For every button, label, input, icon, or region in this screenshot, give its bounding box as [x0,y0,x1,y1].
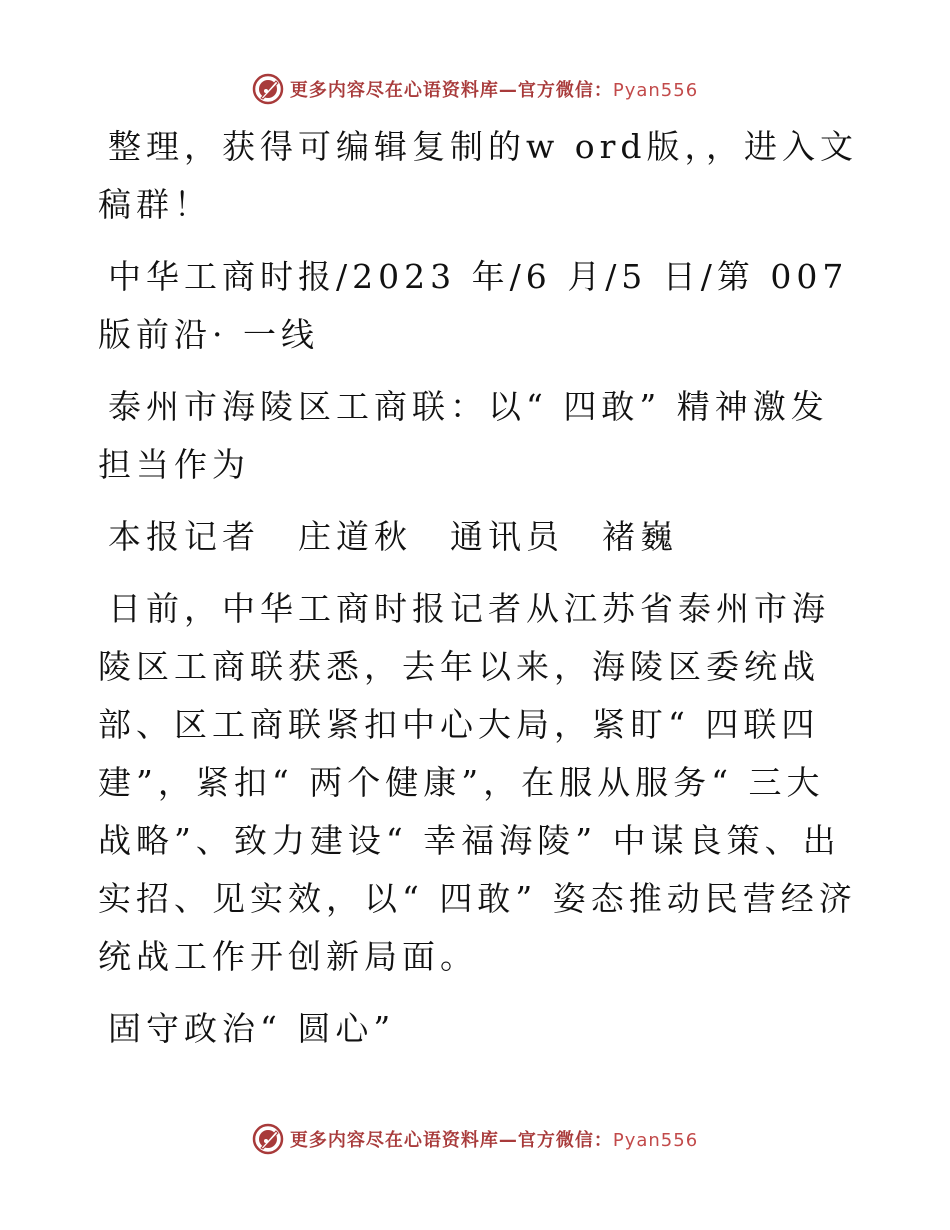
banner-wechat-id: Pyan556 [612,1130,699,1151]
quill-pen-circle-icon [252,73,284,105]
paragraph-editable-note: 整理，获得可编辑复制的w ord版，，进入文稿群！ [98,127,859,224]
banner-slogan: 更多内容尽在心语资料库—官方微信： [289,1130,613,1151]
paragraph-section-heading: 固守政治“ 圆心” [108,1009,396,1048]
paragraph-article-title: 泰州市海陵区工商联：以“ 四敢” 精神激发担当作为 [98,387,829,484]
banner-wechat-id: Pyan556 [612,80,699,101]
footer-banner [0,1122,950,1156]
header-banner [0,72,950,106]
paragraph-byline: 本报记者 庄道秋 通讯员 褚巍 [108,517,678,556]
banner-text [290,76,698,102]
quill-pen-circle-icon [252,1123,284,1155]
document-body [98,118,858,1072]
paragraph-source-line: 中华工商时报/2023 年/6 月/5 日/第 007 版前沿· 一线 [98,257,849,354]
banner-text [290,1126,698,1152]
banner-slogan: 更多内容尽在心语资料库—官方微信： [289,80,613,101]
paragraph-lead: 日前，中华工商时报记者从江苏省泰州市海陵区工商联获悉，去年以来，海陵区委统战部、区工商联紧扣中心大局，紧盯“ 四联四建”，紧扣“ 两个健康”，在服从服务“ 三大战略”、致力建设“ 幸福海陵” 中谋良策、出实招、见实效，以“ 四敢” 姿态推动民营经济统战工作开创新局面。 [98,589,857,976]
